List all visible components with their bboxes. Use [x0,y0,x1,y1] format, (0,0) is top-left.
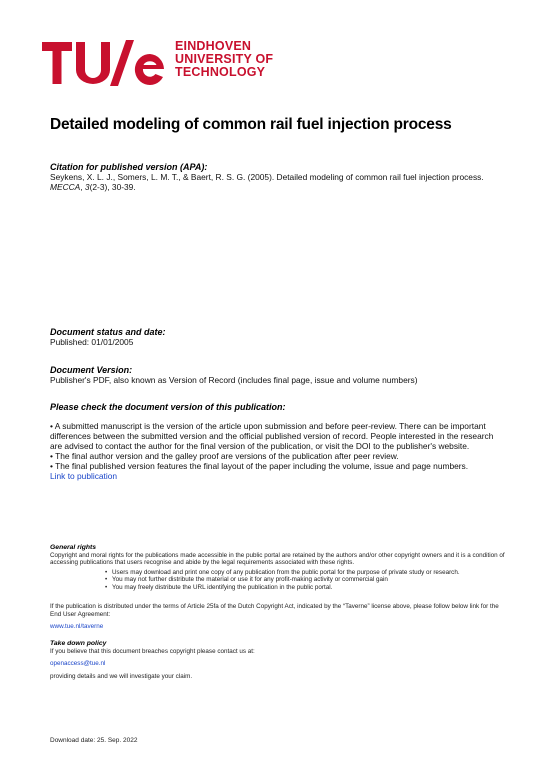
university-name [175,40,273,79]
takedown-closing: providing details and we will investigate your claim. [50,672,193,680]
rights-item: • You may not further distribute the material or use it for any profit-making activity or commercial gain [112,576,505,584]
version-label: Document Version: [50,365,133,375]
bullet-item: • The final author version and the galley proof are versions of the publication after peer review. [50,451,399,461]
general-rights-label: General rights [50,544,97,551]
logo-line-3: TECHNOLOGY [175,65,266,79]
version-section [50,365,510,385]
status-section [50,327,510,347]
status-value: Published: 01/01/2005 [50,337,134,347]
document-title: Detailed modeling of common rail fuel injection process [50,116,452,133]
general-rights-section [50,544,505,592]
status-label: Document status and date: [50,327,166,337]
logo-line-2: UNIVERSITY OF [175,52,274,66]
version-bullets [50,421,505,481]
citation-volume: 3 [84,182,90,192]
please-check-label: Please check the document version of this publication: [50,402,286,412]
tue-logo-mark [42,38,168,88]
rights-list [50,569,505,592]
version-value: Publisher's PDF, also known as Version of Record (includes final page, issue and volume numbers) [50,375,418,385]
citation-section [50,162,510,192]
takedown-email-link[interactable]: openaccess@tue.nl [50,660,106,668]
rights-item: • You may freely distribute the URL identifying the publication in the public portal. [112,584,505,592]
takedown-label: Take down policy [50,640,107,647]
please-check-section [50,402,510,412]
takedown-section [50,640,505,680]
logo-line-1: EINDHOVEN [175,39,252,53]
citation-text: Seykens, X. L. J., Somers, L. M. T., & Baert, R. S. G. (2005). Detailed modeling of common rail fuel injection process. MECCA, 3(2-3), 30-39. [50,172,484,192]
distribution-text: If the publication is distributed under the terms of Article 25fa of the Dutch Copyright Act, indicated by the “Taverne” license above, please follow below link for the End User Agreement: [50,603,499,618]
citation-label: Citation for published version (APA): [50,162,208,172]
takedown-text: If you believe that this document breaches copyright please contact us at: [50,647,255,655]
bullet-item: • A submitted manuscript is the version of the article upon submission and before peer-review. There can be important differences between the submitted version and the official published version of record. People interested in the research are advised to contact the author for the final version of the publication, or visit the DOI to the publisher's website. [50,421,494,451]
tue-logo [42,38,282,88]
general-rights-text: Copyright and moral rights for the publications made accessible in the public portal are retained by the authors and/or other copyright owners and it is a condition of accessing publications that users recognise and abide by the legal requirements associated with these rights. [50,551,505,567]
citation-journal: MECCA [50,182,81,192]
link-to-publication[interactable]: Link to publication [50,471,118,481]
download-date: Download date: 25. Sep. 2022 [50,737,138,744]
distribution-section [50,603,505,631]
taverne-link[interactable]: www.tue.nl/taverne [50,623,104,631]
citation-authors: Seykens, X. L. J., Somers, L. M. T., & Baert, R. S. G. (2005). Detailed modeling of common rail fuel injection process. [50,172,484,182]
bullet-item: • The final published version features the final layout of the paper including the volume, issue and page numbers. [50,461,469,471]
citation-rest: (2-3), 30-39. [89,182,136,192]
rights-item: • Users may download and print one copy of any publication from the public portal for the purpose of private study or research. [112,569,505,577]
